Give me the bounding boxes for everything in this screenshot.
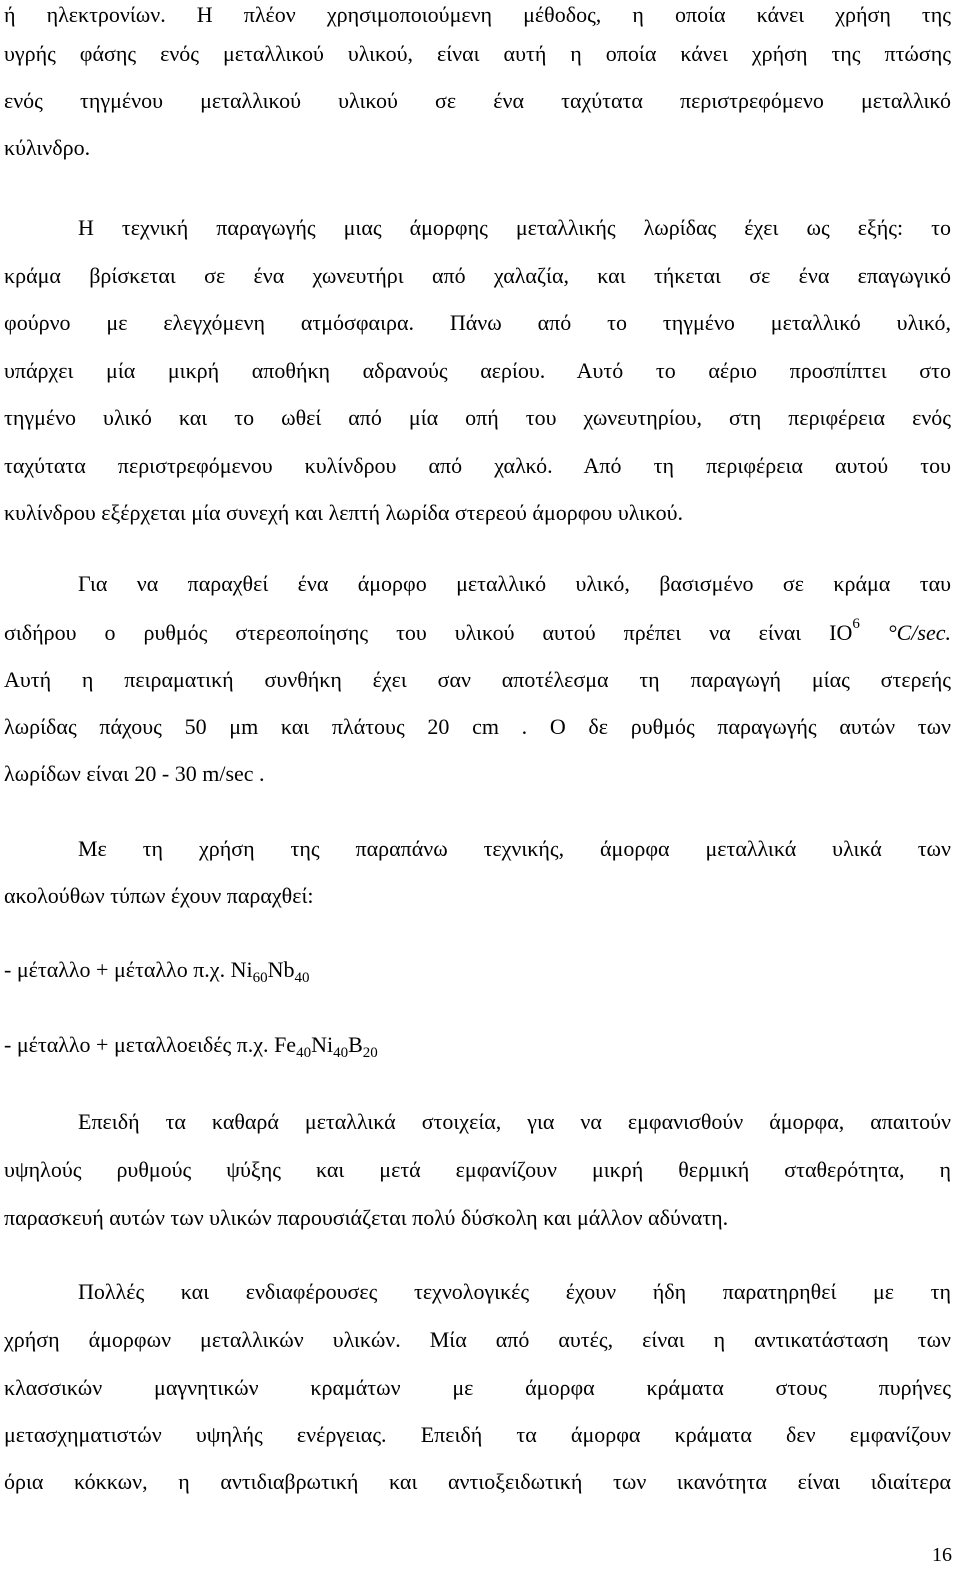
- text-line: κλασσικών μαγνητικών κραμάτων με άμορφα κράματα στους πυρήνες: [4, 1375, 951, 1400]
- text-line: μετασχηματιστών υψηλής ενέργειας. Επειδή τα άμορφα κράματα δεν εμφανίζουν: [4, 1422, 951, 1447]
- text-line: κράμα βρίσκεται σε ένα χωνευτήρι από χαλαζία, και τήκεται σε ένα επαγωγικό: [4, 263, 951, 288]
- text-line: Αυτή η πειραματική συνθήκη έχει σαν αποτέλεσμα τη παραγωγή μίας στερεής: [4, 667, 951, 692]
- formula-element: Ni: [230, 957, 253, 982]
- text-line: ακολούθων τύπων έχουν παραχθεί:: [4, 883, 314, 908]
- text-line: ταχύτατα περιστρεφόμενου κυλίνδρου από χαλκό. Από τη περιφέρεια αυτού του: [4, 453, 951, 478]
- page-number: 16: [932, 1544, 952, 1566]
- text-line: Για να παραχθεί ένα άμορφο μεταλλικό υλικό, βασισμένο σε κράμα ταυ: [78, 571, 951, 596]
- text-line-with-formula: [4, 618, 951, 648]
- subscript: 40: [333, 1045, 349, 1061]
- formula-element: Ni: [311, 1032, 334, 1057]
- text-line: λωρίδας πάχους 50 μm και πλάτους 20 cm . Ο δε ρυθμός παραγωγής αυτών των: [4, 714, 951, 739]
- formula-element: Fe: [274, 1032, 297, 1057]
- text-line: υπάρχει μία μικρή αποθήκη αδρανούς αερίου. Αυτό το αέριο προσπίπτει στο: [4, 358, 951, 383]
- text-line: κύλινδρο.: [4, 135, 91, 160]
- superscript: 6: [852, 616, 860, 632]
- text-line: ή ηλεκτρονίων. Η πλέον χρησιμοποιούμενη μέθοδος, η οποία κάνει χρήση της: [4, 2, 951, 27]
- subscript: 40: [296, 1045, 312, 1061]
- formula-element: Nb: [267, 957, 295, 982]
- text-line: παρασκευή αυτών των υλικών παρουσιάζεται πολύ δύσκολη και μάλλον αδύνατη.: [4, 1205, 729, 1230]
- text-line: χρήση άμορφων μεταλλικών υλικών. Μία από αυτές, είναι η αντικατάσταση των: [4, 1327, 951, 1352]
- subscript: 60: [252, 970, 268, 986]
- text-line: τηγμένο υλικό και το ωθεί από μία οπή του χωνευτηρίου, στη περιφέρεια ενός: [4, 405, 951, 430]
- text-line: υψηλούς ρυθμούς ψύξης και μετά εμφανίζουν μικρή θερμική σταθερότητα, η: [4, 1157, 951, 1182]
- list-item-text: - μέταλλο + μεταλλοειδές π.χ.: [4, 1032, 275, 1057]
- text-segment: σιδήρου ο ρυθμός στερεοποίησης του υλικού αυτού πρέπει να είναι ΙΟ: [4, 620, 853, 645]
- text-line: υγρής φάσης ενός μεταλλικού υλικού, είναι αυτή η οποία κάνει χρήση της πτώσης: [4, 41, 951, 66]
- text-line: κυλίνδρου εξέρχεται μία συνεχή και λεπτή λωρίδα στερεού άμορφου υλικού.: [4, 500, 684, 525]
- text-line: ενός τηγμένου μεταλλικού υλικού σε ένα ταχύτατα περιστρεφόμενο μεταλλικό: [4, 88, 951, 113]
- subscript: 20: [362, 1045, 378, 1061]
- formula-element: B: [348, 1032, 363, 1057]
- subscript: 40: [294, 970, 310, 986]
- list-item: [4, 955, 951, 985]
- text-line: Με τη χρήση της παραπάνω τεχνικής, άμορφα μεταλλικά υλικά των: [78, 836, 951, 861]
- text-line: λωρίδων είναι 20 - 30 m/sec .: [4, 761, 265, 786]
- list-item-text: - μέταλλο + μέταλλο π.χ.: [4, 957, 231, 982]
- text-line: φούρνο με ελεγχόμενη ατμόσφαιρα. Πάνω από το τηγμένο μεταλλικό υλικό,: [4, 310, 951, 335]
- list-item: [4, 1030, 951, 1060]
- text-line: Η τεχνική παραγωγής μιας άμορφης μεταλλικής λωρίδας έχει ως εξής: το: [78, 215, 951, 240]
- text-line: Επειδή τα καθαρά μεταλλικά στοιχεία, για να εμφανισθούν άμορφα, απαιτούν: [78, 1109, 951, 1134]
- text-line: όρια κόκκων, η αντιδιαβρωτική και αντιοξειδωτική των ικανότητα είναι ιδιαίτερα: [4, 1469, 951, 1494]
- unit-text: °C/sec.: [859, 620, 951, 645]
- text-line: Πολλές και ενδιαφέρουσες τεχνολογικές έχουν ήδη παρατηρηθεί με τη: [78, 1279, 951, 1304]
